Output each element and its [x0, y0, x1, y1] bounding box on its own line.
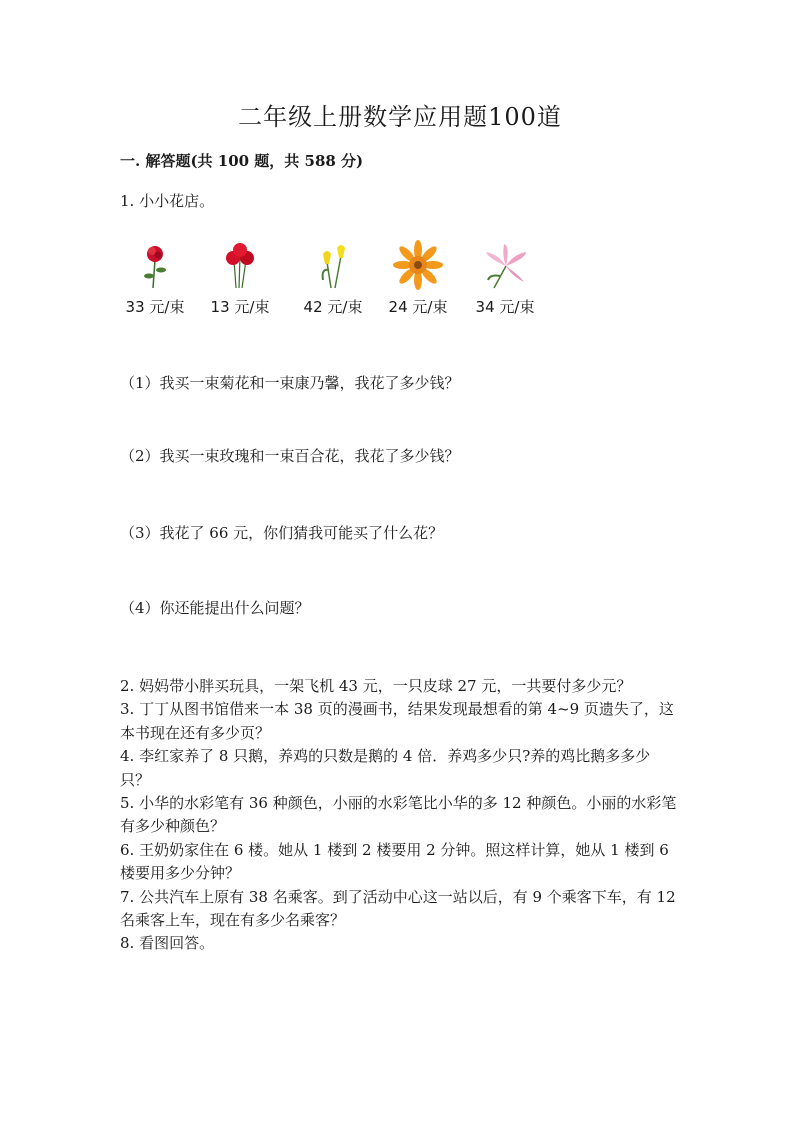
question-1: 1. 小小花店。 — [120, 192, 215, 210]
tulip-icon — [313, 240, 353, 290]
price-label: 33 元/束 — [125, 298, 185, 316]
question-2: 2. 妈妈带小胖买玩具，一架飞机 43 元，一只皮球 27 元，一共要付多少元？ — [120, 677, 632, 695]
flower-item-tulip — [298, 240, 368, 317]
section-heading: 一. 解答题(共 100 题，共 588 分) — [120, 152, 364, 170]
flower-item-carnation — [205, 240, 275, 317]
page-title: 二年级上册数学应用题100道 — [238, 103, 562, 131]
chrysanthemum-icon — [393, 240, 443, 290]
question-3: 3. 丁丁从图书馆借来一本 38 页的漫画书，结果发现最想看的第 4~9 页遗失了，这本书现在还有多少页？ — [120, 700, 674, 742]
flower-item-chrysanthemum — [383, 240, 453, 317]
question-7: 7. 公共汽车上原有 38 名乘客。到了活动中心这一站以后，有 9 个乘客下车，有 12 名乘客上车，现在有多少名乘客？ — [120, 887, 676, 930]
lily-icon — [480, 240, 530, 290]
question-1-sub-3: （3）我花了 66 元，你们猜我可能买了什么花？ — [120, 524, 444, 542]
price-label: 24 元/束 — [388, 298, 448, 316]
flower-item-lily — [470, 240, 540, 317]
price-label: 34 元/束 — [475, 298, 535, 316]
question-8: 8. 看图回答。 — [120, 934, 215, 953]
question-1-sub-2: （2）我买一束玫瑰和一束百合花，我花了多少钱？ — [120, 447, 460, 465]
question-list — [120, 675, 680, 956]
price-label: 13 元/束 — [210, 298, 270, 316]
question-1-sub-4: （4）你还能提出什么问题？ — [120, 599, 310, 617]
carnation-icon — [220, 240, 260, 290]
price-label: 42 元/束 — [303, 298, 363, 316]
question-6: 6. 王奶奶家住在 6 楼。她从 1 楼到 2 楼要用 2 分钟。照这样计算，她从 1 楼到 6 楼要用多少分钟？ — [120, 840, 669, 883]
flower-item-rose — [120, 240, 190, 317]
flower-price-row — [120, 240, 560, 330]
rose-icon — [135, 240, 175, 290]
question-4: 4. 李红家养了 8 只鹅，养鸡的只数是鹅的 4 倍．养鸡多少只?养的鸡比鹅多多少只？ — [120, 747, 651, 789]
question-1-sub-1: （1）我买一束菊花和一束康乃馨，我花了多少钱？ — [120, 374, 460, 392]
question-5: 5. 小华的水彩笔有 36 种颜色，小丽的水彩笔比小华的多 12 种颜色。小丽的水彩笔有多少种颜色？ — [120, 794, 677, 836]
